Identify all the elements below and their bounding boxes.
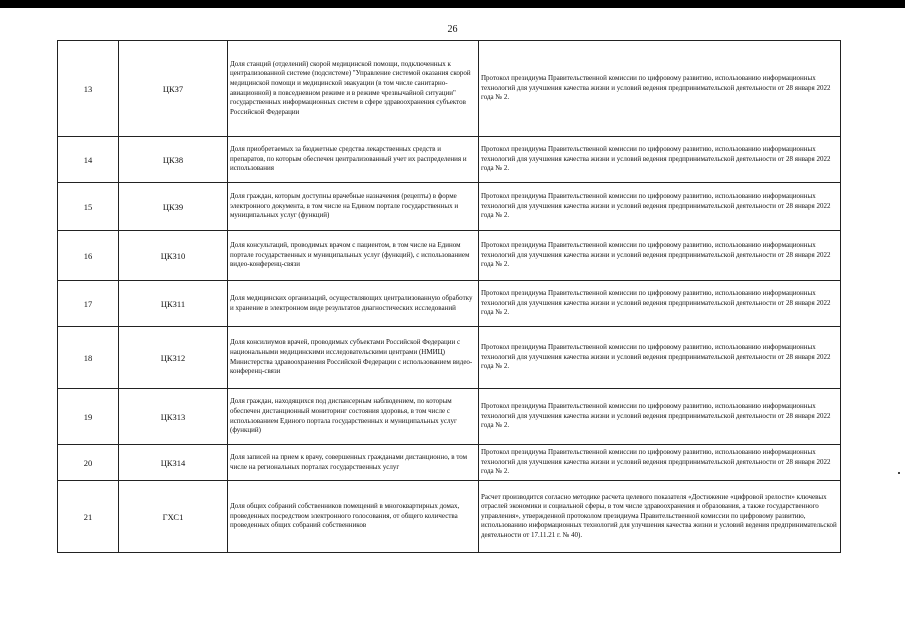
indicator-code: ЦКЗ12	[119, 327, 228, 389]
table-row	[58, 281, 841, 327]
indicator-code: ЦКЗ13	[119, 389, 228, 445]
indicator-code: ЦКЗ14	[119, 445, 228, 481]
row-number: 17	[58, 281, 119, 327]
table-row	[58, 183, 841, 231]
indicator-source: Протокол президиума Правительственной комиссии по цифровому развитию, использованию информационных технологий для улучшения качества жизни и условий ведения предпринимательской деятельности от 28 января 2022 года № 2.	[479, 231, 841, 281]
row-number: 13	[58, 41, 119, 137]
indicator-source: Протокол президиума Правительственной комиссии по цифровому развитию, использованию информационных технологий для улучшения качества жизни и условий ведения предпринимательской деятельности от 28 января 2022 года № 2.	[479, 183, 841, 231]
indicator-source: Протокол президиума Правительственной комиссии по цифровому развитию, использованию информационных технологий для улучшения качества жизни и условий ведения предпринимательской деятельности от 28 января 2022 года № 2.	[479, 389, 841, 445]
indicator-name: Доля приобретаемых за бюджетные средства лекарственных средств и препаратов, по которым обеспечен централизованный учет их распределения и использования	[228, 137, 479, 183]
indicators-table	[57, 40, 841, 553]
table-row	[58, 137, 841, 183]
indicator-code: ЦКЗ7	[119, 41, 228, 137]
indicator-code: ЦКЗ10	[119, 231, 228, 281]
indicator-source: Протокол президиума Правительственной комиссии по цифровому развитию, использованию информационных технологий для улучшения качества жизни и условий ведения предпринимательской деятельности от 28 января 2022 года № 2.	[479, 281, 841, 327]
indicator-source: Протокол президиума Правительственной комиссии по цифровому развитию, использованию информационных технологий для улучшения качества жизни и условий ведения предпринимательской деятельности от 28 января 2022 года № 2.	[479, 327, 841, 389]
indicator-code: ЦКЗ8	[119, 137, 228, 183]
indicator-source: Протокол президиума Правительственной комиссии по цифровому развитию, использованию информационных технологий для улучшения качества жизни и условий ведения предпринимательской деятельности от 28 января 2022 года № 2.	[479, 137, 841, 183]
row-number: 16	[58, 231, 119, 281]
table-row	[58, 231, 841, 281]
indicator-name: Доля общих собраний собственников помещений в многоквартирных домах, проведенных посредством электронного голосования, от общего количества проведенных общих собраний собственников	[228, 481, 479, 553]
table-row	[58, 327, 841, 389]
indicator-name: Доля граждан, которым доступны врачебные назначения (рецепты) в форме электронного документа, в том числе на Едином портале государственных и муниципальных услуг (функций)	[228, 183, 479, 231]
row-number: 21	[58, 481, 119, 553]
indicator-name: Доля станций (отделений) скорой медицинской помощи, подключенных к централизованной системе (подсистеме) "Управление системой оказания скорой медицинской помощи и медицинской эвакуации (в том числе санитарно-авиационной) в повседневном режиме и в режиме чрезвычайной ситуации" государственных информационных систем в сфере здравоохранения субъектов Российской Федерации	[228, 41, 479, 137]
scan-speck	[898, 472, 900, 474]
table-row	[58, 481, 841, 553]
row-number: 14	[58, 137, 119, 183]
indicator-code: ЦКЗ11	[119, 281, 228, 327]
indicator-source: Протокол президиума Правительственной комиссии по цифровому развитию, использованию информационных технологий для улучшения качества жизни и условий ведения предпринимательской деятельности от 28 января 2022 года № 2.	[479, 41, 841, 137]
indicator-name: Доля консультаций, проводимых врачом с пациентом, в том числе на Едином портале государственных и муниципальных услуг (функций), с использованием видео-конференц-связи	[228, 231, 479, 281]
indicator-name: Доля граждан, находящихся под диспансерным наблюдением, по которым обеспечен дистанционный мониторинг состояния здоровья, в том числе с использованием Единого портала государственных и муниципальных услуг (функций)	[228, 389, 479, 445]
table-row	[58, 41, 841, 137]
indicator-code: ГХС1	[119, 481, 228, 553]
indicator-name: Доля записей на прием к врачу, совершенных гражданами дистанционно, в том числе на региональных порталах государственных услуг	[228, 445, 479, 481]
row-number: 20	[58, 445, 119, 481]
indicator-name: Доля медицинских организаций, осуществляющих централизованную обработку и хранение в электронном виде результатов диагностических исследований	[228, 281, 479, 327]
page-number: 26	[447, 24, 458, 35]
table-row	[58, 389, 841, 445]
row-number: 15	[58, 183, 119, 231]
table-row	[58, 445, 841, 481]
indicator-name: Доля консилиумов врачей, проводимых субъектами Российской Федерации с национальными медицинскими исследовательскими центрами (НМИЦ) Министерства здравоохранения Российской Федерации с использованием видео-конференц-связи	[228, 327, 479, 389]
indicator-source: Расчет производится согласно методике расчета целевого показателя «Достижение «цифровой зрелости» ключевых отраслей экономики и социальной сферы, в том числе здравоохранения и образования, а также государственного управления», утвержденной протоколом президиума Правительственной комиссии по цифровому развитию, использованию информационных технологий для улучшения качества жизни и условий ведения предпринимательской деятельности от 17.11.21 г. № 40).	[479, 481, 841, 553]
row-number: 19	[58, 389, 119, 445]
page-top-border	[0, 0, 905, 8]
row-number: 18	[58, 327, 119, 389]
indicator-source: Протокол президиума Правительственной комиссии по цифровому развитию, использованию информационных технологий для улучшения качества жизни и условий ведения предпринимательской деятельности от 28 января 2022 года № 2.	[479, 445, 841, 481]
indicator-code: ЦКЗ9	[119, 183, 228, 231]
